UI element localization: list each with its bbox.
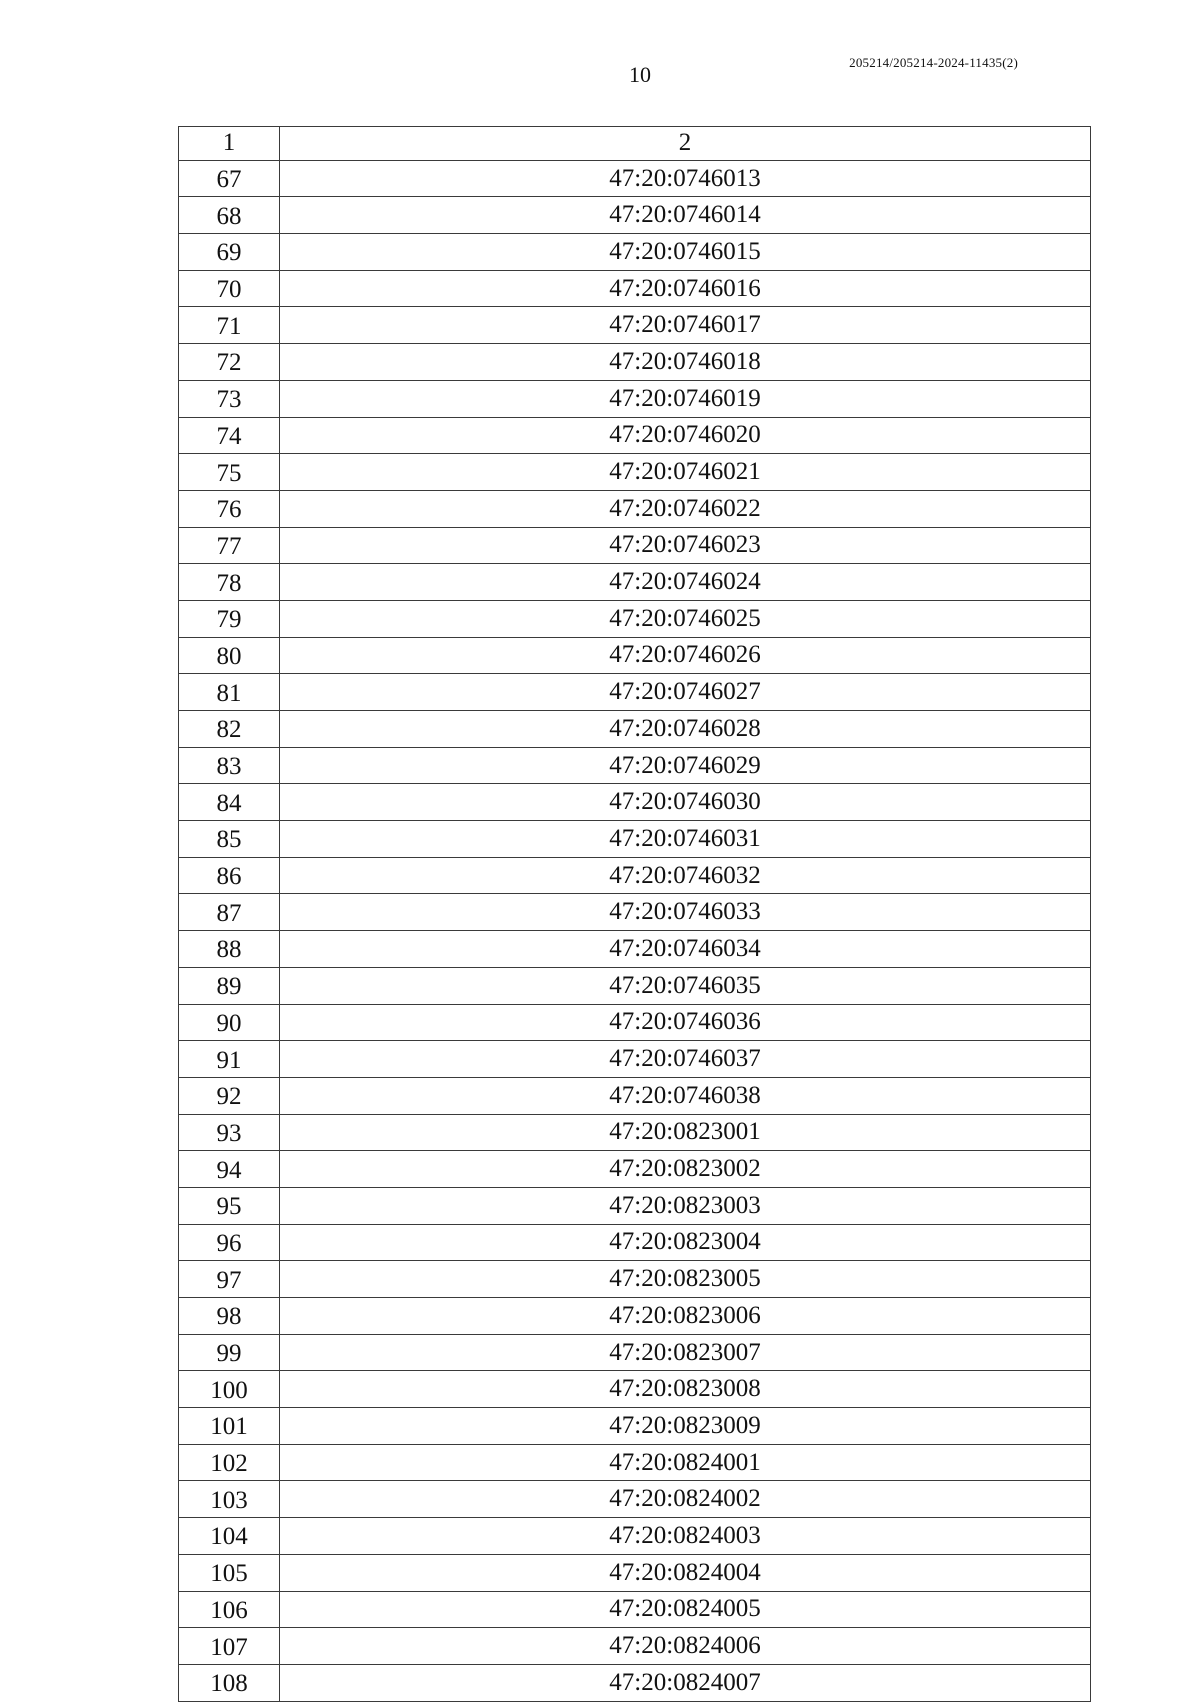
table-row — [179, 1298, 1091, 1335]
table-row — [179, 1004, 1091, 1041]
table-row — [179, 1151, 1091, 1188]
row-number-cell: 68 — [179, 197, 280, 234]
table-row — [179, 234, 1091, 271]
table-row — [179, 1481, 1091, 1518]
row-number-cell: 103 — [179, 1481, 280, 1518]
row-number-cell: 69 — [179, 234, 280, 271]
table-row — [179, 894, 1091, 931]
row-number-cell: 72 — [179, 344, 280, 381]
row-number-cell: 90 — [179, 1004, 280, 1041]
table-row — [179, 674, 1091, 711]
table-row — [179, 307, 1091, 344]
cadastral-number-cell: 47:20:0746037 — [280, 1041, 1091, 1078]
cadastral-number-cell: 47:20:0823003 — [280, 1187, 1091, 1224]
row-number-cell: 104 — [179, 1518, 280, 1555]
row-number-cell: 73 — [179, 380, 280, 417]
table-row — [179, 1554, 1091, 1591]
cadastral-number-cell: 47:20:0746018 — [280, 344, 1091, 381]
row-number-cell: 100 — [179, 1371, 280, 1408]
cadastral-number-cell: 47:20:0823001 — [280, 1114, 1091, 1151]
table-row — [179, 417, 1091, 454]
row-number-cell: 87 — [179, 894, 280, 931]
table-row — [179, 967, 1091, 1004]
row-number-cell: 98 — [179, 1298, 280, 1335]
table-row — [179, 1444, 1091, 1481]
table-row — [179, 197, 1091, 234]
table-row — [179, 1077, 1091, 1114]
table-row — [179, 857, 1091, 894]
cadastral-number-cell: 47:20:0746026 — [280, 637, 1091, 674]
column-header-cadastral-number: 2 — [280, 127, 1091, 161]
table-row — [179, 527, 1091, 564]
cadastral-number-cell: 47:20:0746027 — [280, 674, 1091, 711]
cadastral-number-cell: 47:20:0746025 — [280, 600, 1091, 637]
cadastral-number-cell: 47:20:0824006 — [280, 1628, 1091, 1665]
row-number-cell: 79 — [179, 600, 280, 637]
table-row — [179, 454, 1091, 491]
table-row — [179, 1334, 1091, 1371]
table-row — [179, 1261, 1091, 1298]
cadastral-number-cell: 47:20:0823004 — [280, 1224, 1091, 1261]
row-number-cell: 67 — [179, 160, 280, 197]
row-number-cell: 85 — [179, 821, 280, 858]
row-number-cell: 77 — [179, 527, 280, 564]
table-row — [179, 784, 1091, 821]
cadastral-number-cell: 47:20:0746035 — [280, 967, 1091, 1004]
cadastral-number-cell: 47:20:0824003 — [280, 1518, 1091, 1555]
table-row — [179, 637, 1091, 674]
row-number-cell: 91 — [179, 1041, 280, 1078]
cadastral-number-cell: 47:20:0746013 — [280, 160, 1091, 197]
table-row — [179, 1041, 1091, 1078]
cadastral-number-cell: 47:20:0746020 — [280, 417, 1091, 454]
table-row — [179, 1224, 1091, 1261]
cadastral-number-cell: 47:20:0746019 — [280, 380, 1091, 417]
cadastral-number-cell: 47:20:0746015 — [280, 234, 1091, 271]
cadastral-number-cell: 47:20:0746038 — [280, 1077, 1091, 1114]
cadastral-number-cell: 47:20:0823009 — [280, 1408, 1091, 1445]
table-header — [179, 127, 1091, 161]
page-number: 10 — [629, 62, 651, 87]
cadastral-number-cell: 47:20:0746032 — [280, 857, 1091, 894]
table-row — [179, 490, 1091, 527]
row-number-cell: 74 — [179, 417, 280, 454]
cadastral-number-cell: 47:20:0824001 — [280, 1444, 1091, 1481]
table-row — [179, 1591, 1091, 1628]
table-row — [179, 564, 1091, 601]
row-number-cell: 70 — [179, 270, 280, 307]
row-number-cell: 106 — [179, 1591, 280, 1628]
column-header-number: 1 — [179, 127, 280, 161]
table-row — [179, 270, 1091, 307]
table-row — [179, 1371, 1091, 1408]
row-number-cell: 97 — [179, 1261, 280, 1298]
table-row — [179, 1408, 1091, 1445]
cadastral-number-cell: 47:20:0746029 — [280, 747, 1091, 784]
cadastral-number-cell: 47:20:0746034 — [280, 931, 1091, 968]
cadastral-number-cell: 47:20:0824005 — [280, 1591, 1091, 1628]
row-number-cell: 86 — [179, 857, 280, 894]
row-number-cell: 78 — [179, 564, 280, 601]
row-number-cell: 96 — [179, 1224, 280, 1261]
row-number-cell: 105 — [179, 1554, 280, 1591]
table-row — [179, 711, 1091, 748]
row-number-cell: 75 — [179, 454, 280, 491]
cadastral-number-cell: 47:20:0746024 — [280, 564, 1091, 601]
row-number-cell: 94 — [179, 1151, 280, 1188]
cadastral-number-cell: 47:20:0746014 — [280, 197, 1091, 234]
table-row — [179, 160, 1091, 197]
table-header-row — [179, 127, 1091, 161]
cadastral-number-cell: 47:20:0746036 — [280, 1004, 1091, 1041]
cadastral-number-cell: 47:20:0823002 — [280, 1151, 1091, 1188]
row-number-cell: 71 — [179, 307, 280, 344]
cadastral-number-cell: 47:20:0823007 — [280, 1334, 1091, 1371]
row-number-cell: 95 — [179, 1187, 280, 1224]
cadastral-number-cell: 47:20:0746017 — [280, 307, 1091, 344]
table-row — [179, 821, 1091, 858]
row-number-cell: 76 — [179, 490, 280, 527]
table-row — [179, 1664, 1091, 1701]
cadastral-number-cell: 47:20:0823005 — [280, 1261, 1091, 1298]
table-row — [179, 931, 1091, 968]
table-row — [179, 1518, 1091, 1555]
cadastral-number-cell: 47:20:0824004 — [280, 1554, 1091, 1591]
document-code: 205214/205214-2024-11435(2) — [849, 55, 1018, 70]
row-number-cell: 88 — [179, 931, 280, 968]
table-row — [179, 600, 1091, 637]
cadastral-number-cell: 47:20:0746031 — [280, 821, 1091, 858]
cadastral-number-cell: 47:20:0746021 — [280, 454, 1091, 491]
row-number-cell: 108 — [179, 1664, 280, 1701]
row-number-cell: 80 — [179, 637, 280, 674]
cadastral-number-cell: 47:20:0746028 — [280, 711, 1091, 748]
cadastral-number-cell: 47:20:0746022 — [280, 490, 1091, 527]
table-row — [179, 1628, 1091, 1665]
row-number-cell: 82 — [179, 711, 280, 748]
row-number-cell: 102 — [179, 1444, 280, 1481]
row-number-cell: 89 — [179, 967, 280, 1004]
cadastral-number-cell: 47:20:0746023 — [280, 527, 1091, 564]
row-number-cell: 81 — [179, 674, 280, 711]
row-number-cell: 83 — [179, 747, 280, 784]
table-row — [179, 1114, 1091, 1151]
row-number-cell: 93 — [179, 1114, 280, 1151]
cadastral-number-cell: 47:20:0824002 — [280, 1481, 1091, 1518]
cadastral-number-cell: 47:20:0746033 — [280, 894, 1091, 931]
row-number-cell: 99 — [179, 1334, 280, 1371]
cadastral-number-cell: 47:20:0823008 — [280, 1371, 1091, 1408]
cadastral-number-cell: 47:20:0824007 — [280, 1664, 1091, 1701]
table-row — [179, 1187, 1091, 1224]
table-row — [179, 747, 1091, 784]
table-row — [179, 380, 1091, 417]
row-number-cell: 101 — [179, 1408, 280, 1445]
table-body — [179, 160, 1091, 1701]
row-number-cell: 92 — [179, 1077, 280, 1114]
table-row — [179, 344, 1091, 381]
row-number-cell: 107 — [179, 1628, 280, 1665]
cadastral-number-cell: 47:20:0746030 — [280, 784, 1091, 821]
cadastral-number-cell: 47:20:0746016 — [280, 270, 1091, 307]
row-number-cell: 84 — [179, 784, 280, 821]
cadastral-number-table — [178, 126, 1091, 1702]
cadastral-number-cell: 47:20:0823006 — [280, 1298, 1091, 1335]
